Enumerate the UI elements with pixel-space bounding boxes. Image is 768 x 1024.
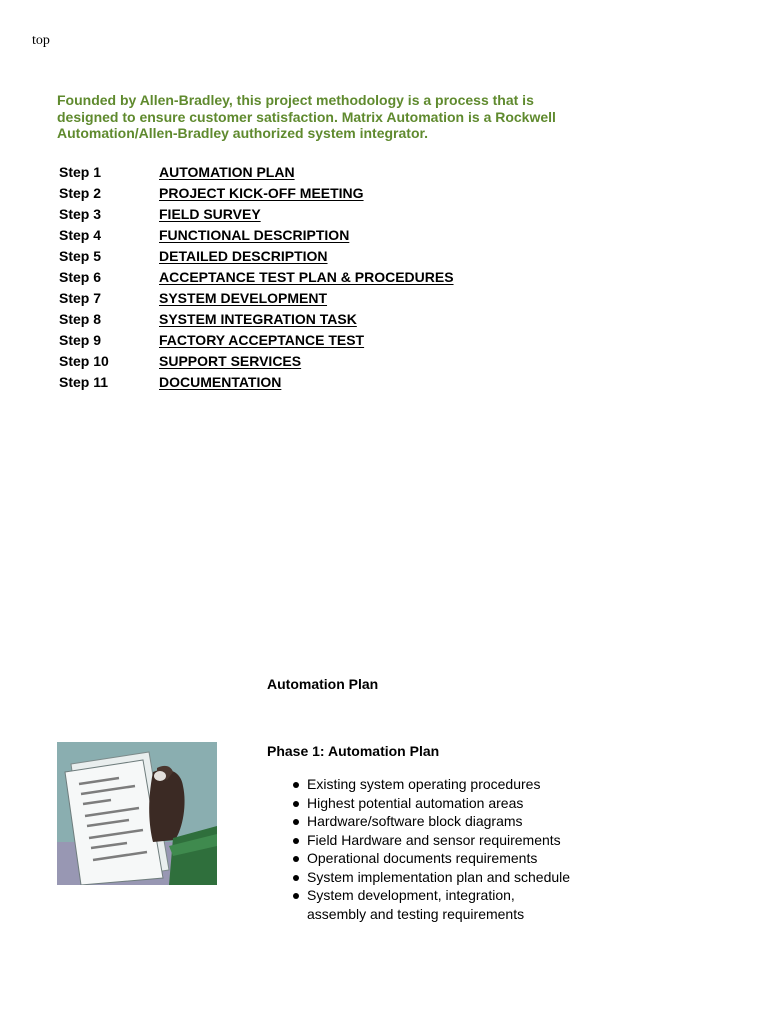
step-number: Step 5 [59, 247, 102, 264]
step-number: Step 6 [59, 268, 102, 285]
step-row [59, 245, 454, 266]
phase-requirements-list [293, 775, 573, 923]
list-item: System development, integration, assembly and testing requirements [293, 886, 573, 923]
step-number: Step 1 [59, 163, 102, 180]
step-number: Step 11 [59, 373, 109, 390]
step-link-field-survey[interactable]: FIELD SURVEY [159, 205, 261, 222]
list-item: Hardware/software block diagrams [293, 812, 573, 831]
list-item: System implementation plan and schedule [293, 868, 573, 887]
step-link-system-development[interactable]: SYSTEM DEVELOPMENT [159, 289, 328, 306]
step-link-factory-acceptance-test[interactable]: FACTORY ACCEPTANCE TEST [159, 331, 365, 348]
step-row [59, 308, 454, 329]
step-link-documentation[interactable]: DOCUMENTATION [159, 373, 282, 390]
section-title: Automation Plan [267, 676, 379, 692]
hand-holding-document-icon [57, 742, 217, 885]
list-item: Highest potential automation areas [293, 794, 573, 813]
step-link-support-services[interactable]: SUPPORT SERVICES [159, 352, 302, 369]
step-link-acceptance-test-plan[interactable]: ACCEPTANCE TEST PLAN & PROCEDURES [159, 268, 454, 285]
step-number: Step 2 [59, 184, 102, 201]
list-item: Operational documents requirements [293, 849, 573, 868]
phase-title: Phase 1: Automation Plan [267, 743, 440, 759]
step-row [59, 182, 454, 203]
step-row [59, 224, 454, 245]
step-row [59, 287, 454, 308]
step-link-functional-description[interactable]: FUNCTIONAL DESCRIPTION [159, 226, 350, 243]
step-row [59, 203, 454, 224]
step-number: Step 3 [59, 205, 102, 222]
top-link[interactable]: top [32, 33, 50, 48]
step-number: Step 4 [59, 226, 102, 243]
step-link-automation-plan[interactable]: AUTOMATION PLAN [159, 163, 295, 180]
steps-list [59, 161, 454, 392]
step-row [59, 329, 454, 350]
intro-paragraph: Founded by Allen-Bradley, this project methodology is a process that is designed to ensure customer satisfaction. Matrix Automation is a Rockwell Automation/Allen-Bradley authorized system integrator. [57, 92, 556, 141]
list-item: Existing system operating procedures [293, 775, 573, 794]
step-number: Step 10 [59, 352, 109, 369]
step-link-detailed-description[interactable]: DETAILED DESCRIPTION [159, 247, 328, 264]
step-number: Step 9 [59, 331, 102, 348]
step-row [59, 350, 454, 371]
step-row [59, 161, 454, 182]
list-item: Field Hardware and sensor requirements [293, 831, 573, 850]
step-link-system-integration-task[interactable]: SYSTEM INTEGRATION TASK [159, 310, 357, 327]
step-number: Step 7 [59, 289, 102, 306]
step-row [59, 266, 454, 287]
step-link-project-kick-off-meeting[interactable]: PROJECT KICK-OFF MEETING [159, 184, 364, 201]
step-number: Step 8 [59, 310, 102, 327]
step-row [59, 371, 454, 392]
